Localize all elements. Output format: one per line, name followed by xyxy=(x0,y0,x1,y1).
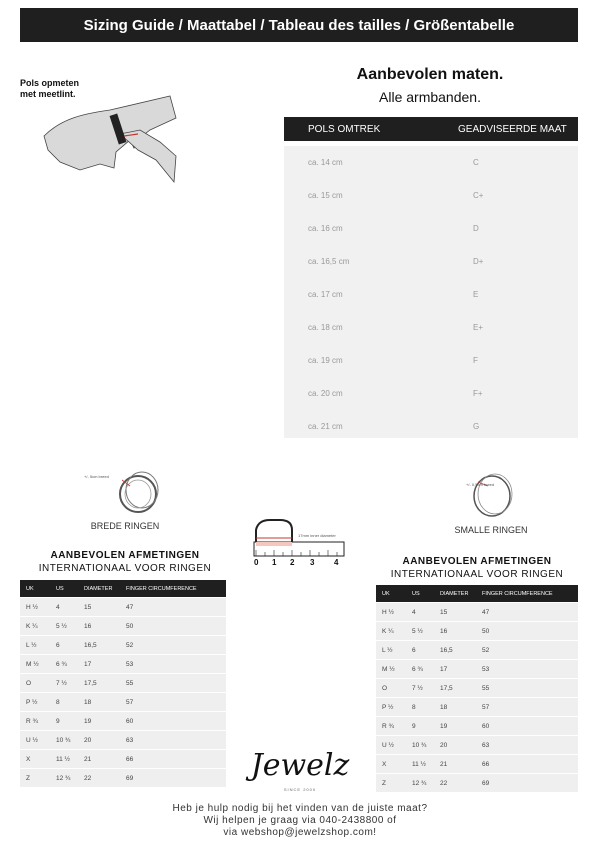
us-cell: 11 ½ xyxy=(412,760,426,768)
uk-cell: X xyxy=(382,760,387,768)
finger-circumference-cell: 57 xyxy=(126,698,134,706)
us-cell: 10 ¾ xyxy=(56,736,71,744)
col-us: US xyxy=(56,585,64,592)
bracelet-row xyxy=(284,278,578,311)
uk-cell: K ¼ xyxy=(382,627,394,635)
col-wrist-circumference: POLS OMTREK xyxy=(308,123,381,135)
diameter-cell: 17,5 xyxy=(84,679,97,687)
recommended-size-cell: C xyxy=(473,158,479,167)
bracelet-row xyxy=(284,212,578,245)
us-cell: 5 ½ xyxy=(56,622,67,630)
us-cell: 7 ½ xyxy=(56,679,67,687)
diameter-cell: 16,5 xyxy=(84,641,97,649)
uk-cell: O xyxy=(26,679,32,687)
ring-row xyxy=(376,602,578,621)
ring-row xyxy=(20,730,226,749)
ruler-tick-4: 4 xyxy=(334,558,339,567)
uk-cell: Z xyxy=(382,779,386,787)
col-diameter: DIAMETER xyxy=(84,585,113,592)
col-uk: UK xyxy=(26,585,34,592)
bracelet-row xyxy=(284,311,578,344)
us-cell: 4 xyxy=(56,603,60,611)
col-diameter: DIAMETER xyxy=(440,590,469,597)
finger-circumference-cell: 52 xyxy=(482,646,490,654)
ruler-tick-labels xyxy=(254,558,350,568)
finger-circumference-cell: 66 xyxy=(126,755,134,763)
page-header xyxy=(20,8,578,42)
col-uk: UK xyxy=(382,590,390,597)
uk-cell: H ½ xyxy=(382,608,394,616)
left-ring-table-title: AANBEVOLEN AFMETINGEN xyxy=(50,550,200,561)
finger-circumference-cell: 47 xyxy=(482,608,490,616)
col-finger-circumference: FINGER CIRCUMFERENCE xyxy=(126,585,197,592)
finger-circumference-cell: 50 xyxy=(126,622,134,630)
left-ring-table-subtitle: INTERNATIONAAL VOOR RINGEN xyxy=(38,563,212,574)
bracelet-row xyxy=(284,410,578,443)
ring-row xyxy=(376,754,578,773)
uk-cell: P ½ xyxy=(26,698,38,706)
uk-cell: O xyxy=(382,684,388,692)
bracelet-table-body xyxy=(284,146,578,438)
wrist-circumference-cell: ca. 21 cm xyxy=(308,422,343,431)
recommended-size-cell: E xyxy=(473,290,479,299)
diameter-cell: 17 xyxy=(440,665,448,673)
uk-cell: L ½ xyxy=(26,641,37,649)
us-cell: 8 xyxy=(56,698,60,706)
recommended-size-cell: D xyxy=(473,224,479,233)
us-cell: 11 ½ xyxy=(56,755,70,763)
diameter-cell: 22 xyxy=(84,774,92,782)
ring-row xyxy=(20,749,226,768)
recommended-size-cell: D+ xyxy=(473,257,484,266)
diameter-cell: 20 xyxy=(440,741,448,749)
finger-circumference-cell: 60 xyxy=(126,717,134,725)
us-cell: 6 xyxy=(56,641,60,649)
uk-cell: R ¾ xyxy=(382,722,394,730)
diameter-cell: 16 xyxy=(84,622,92,630)
uk-cell: U ½ xyxy=(26,736,38,744)
finger-circumference-cell: 63 xyxy=(482,741,490,749)
recommended-size-cell: F xyxy=(473,356,478,365)
uk-cell: Z xyxy=(26,774,30,782)
ring-row xyxy=(20,597,226,616)
bracelet-row xyxy=(284,146,578,179)
diameter-cell: 22 xyxy=(440,779,448,787)
uk-cell: X xyxy=(26,755,31,763)
wrist-label-line2: met meetlint. xyxy=(20,89,76,99)
finger-circumference-cell: 66 xyxy=(482,760,490,768)
finger-circumference-cell: 69 xyxy=(126,774,134,782)
right-ring-table-title: AANBEVOLEN AFMETINGEN xyxy=(402,556,552,567)
ruler-tick-3: 3 xyxy=(310,558,315,567)
help-line3: via webshop@jewelzshop.com! xyxy=(223,827,377,838)
ruler-diameter-label: 17mm inner diameter xyxy=(298,533,336,538)
us-cell: 6 ¾ xyxy=(412,665,423,673)
wrist-circumference-cell: ca. 20 cm xyxy=(308,389,343,398)
wrist-circumference-cell: ca. 15 cm xyxy=(308,191,343,200)
us-cell: 10 ¾ xyxy=(412,741,427,749)
ring-row xyxy=(376,697,578,716)
ring-row xyxy=(376,640,578,659)
col-finger-circumference: FINGER CIRCUMFERENCE xyxy=(482,590,553,597)
us-cell: 9 xyxy=(412,722,416,730)
us-cell: 9 xyxy=(56,717,60,725)
diameter-cell: 18 xyxy=(440,703,448,711)
uk-cell: M ½ xyxy=(382,665,395,673)
ruler-tick-0: 0 xyxy=(254,558,259,567)
uk-cell: H ½ xyxy=(26,603,38,611)
wide-ring-callout: +/- 5cm breed xyxy=(84,474,109,479)
left-ring-size-table xyxy=(20,580,226,787)
ring-row xyxy=(20,654,226,673)
finger-circumference-cell: 55 xyxy=(126,679,134,687)
us-cell: 6 xyxy=(412,646,416,654)
recommended-size-cell: F+ xyxy=(473,389,483,398)
uk-cell: R ¾ xyxy=(26,717,38,725)
jewelz-logo: Jewelz xyxy=(250,748,350,783)
ring-row xyxy=(20,616,226,635)
finger-circumference-cell: 63 xyxy=(126,736,134,744)
wrist-circumference-cell: ca. 17 cm xyxy=(308,290,343,299)
narrow-ring-callout: +/- 0,5cm breed xyxy=(466,482,495,487)
ring-row xyxy=(20,768,226,787)
ring-row xyxy=(376,716,578,735)
us-cell: 4 xyxy=(412,608,416,616)
us-cell: 12 ¾ xyxy=(56,774,71,782)
recommended-size-cell: G xyxy=(473,422,480,431)
finger-circumference-cell: 55 xyxy=(482,684,490,692)
ring-row xyxy=(376,659,578,678)
help-line2: Wij helpen je graag via 040-2438800 of xyxy=(203,815,397,826)
jewelz-tagline: SINCE 2000 xyxy=(283,787,317,792)
ring-row xyxy=(20,711,226,730)
finger-circumference-cell: 53 xyxy=(126,660,134,668)
col-us: US xyxy=(412,590,420,597)
ring-row xyxy=(376,678,578,697)
finger-circumference-cell: 69 xyxy=(482,779,490,787)
diameter-cell: 17 xyxy=(84,660,92,668)
diameter-cell: 15 xyxy=(84,603,92,611)
ring-row xyxy=(20,673,226,692)
bracelet-row xyxy=(284,179,578,212)
bracelet-table-header xyxy=(284,117,578,141)
diameter-cell: 17,5 xyxy=(440,684,453,692)
us-cell: 6 ¾ xyxy=(56,660,67,668)
col-recommended-size: GEADVISEERDE MAAT xyxy=(458,123,567,135)
diameter-cell: 15 xyxy=(440,608,448,616)
wrist-circumference-cell: ca. 16 cm xyxy=(308,224,343,233)
ruler-tick-2: 2 xyxy=(290,558,295,567)
diameter-cell: 19 xyxy=(440,722,448,730)
ring-row xyxy=(376,773,578,792)
bracelet-row xyxy=(284,245,578,278)
bracelet-title: Aanbevolen maten. xyxy=(356,66,504,83)
us-cell: 8 xyxy=(412,703,416,711)
finger-circumference-cell: 47 xyxy=(126,603,134,611)
us-cell: 7 ½ xyxy=(412,684,423,692)
wrist-measure-illustration xyxy=(40,90,180,186)
wrist-label-line1: Pols opmeten xyxy=(20,78,80,88)
uk-cell: U ½ xyxy=(382,741,394,749)
page-title: Sizing Guide / Maattabel / Tableau des tailles / Größentabelle xyxy=(83,16,515,34)
right-ring-table-subtitle: INTERNATIONAAL VOOR RINGEN xyxy=(390,569,564,580)
recommended-size-cell: E+ xyxy=(473,323,484,332)
finger-circumference-cell: 60 xyxy=(482,722,490,730)
wrist-circumference-cell: ca. 19 cm xyxy=(308,356,343,365)
diameter-cell: 16 xyxy=(440,627,448,635)
bracelet-subtitle: Alle armbanden. xyxy=(379,89,481,105)
bracelet-row xyxy=(284,377,578,410)
ring-row xyxy=(20,692,226,711)
ring-row xyxy=(20,635,226,654)
ring-row xyxy=(376,621,578,640)
wrist-circumference-cell: ca. 16,5 cm xyxy=(308,257,350,266)
uk-cell: K ¼ xyxy=(26,622,38,630)
recommended-size-cell: C+ xyxy=(473,191,484,200)
finger-circumference-cell: 57 xyxy=(482,703,490,711)
wrist-circumference-cell: ca. 18 cm xyxy=(308,323,343,332)
ruler-tick-1: 1 xyxy=(272,558,277,567)
uk-cell: P ½ xyxy=(382,703,394,711)
left-ring-table-header xyxy=(20,580,226,597)
bracelet-row xyxy=(284,344,578,377)
right-ring-size-table xyxy=(376,585,578,792)
uk-cell: L ½ xyxy=(382,646,393,654)
uk-cell: M ½ xyxy=(26,660,39,668)
right-ring-table-header xyxy=(376,585,578,602)
finger-circumference-cell: 53 xyxy=(482,665,490,673)
us-cell: 5 ½ xyxy=(412,627,423,635)
help-line1: Heb je hulp nodig bij het vinden van de juiste maat? xyxy=(172,803,428,814)
wide-rings-caption: BREDE RINGEN xyxy=(90,521,160,531)
diameter-cell: 18 xyxy=(84,698,92,706)
finger-circumference-cell: 50 xyxy=(482,627,490,635)
us-cell: 12 ¾ xyxy=(412,779,427,787)
diameter-cell: 16,5 xyxy=(440,646,453,654)
diameter-cell: 20 xyxy=(84,736,92,744)
narrow-ring-icon xyxy=(462,468,522,520)
ring-row xyxy=(376,735,578,754)
help-text xyxy=(100,803,500,839)
narrow-rings-caption: SMALLE RINGEN xyxy=(454,525,528,535)
diameter-cell: 21 xyxy=(84,755,92,763)
diameter-cell: 19 xyxy=(84,717,92,725)
finger-circumference-cell: 52 xyxy=(126,641,134,649)
wide-ring-icon xyxy=(108,464,168,516)
diameter-cell: 21 xyxy=(440,760,448,768)
wrist-circumference-cell: ca. 14 cm xyxy=(308,158,343,167)
